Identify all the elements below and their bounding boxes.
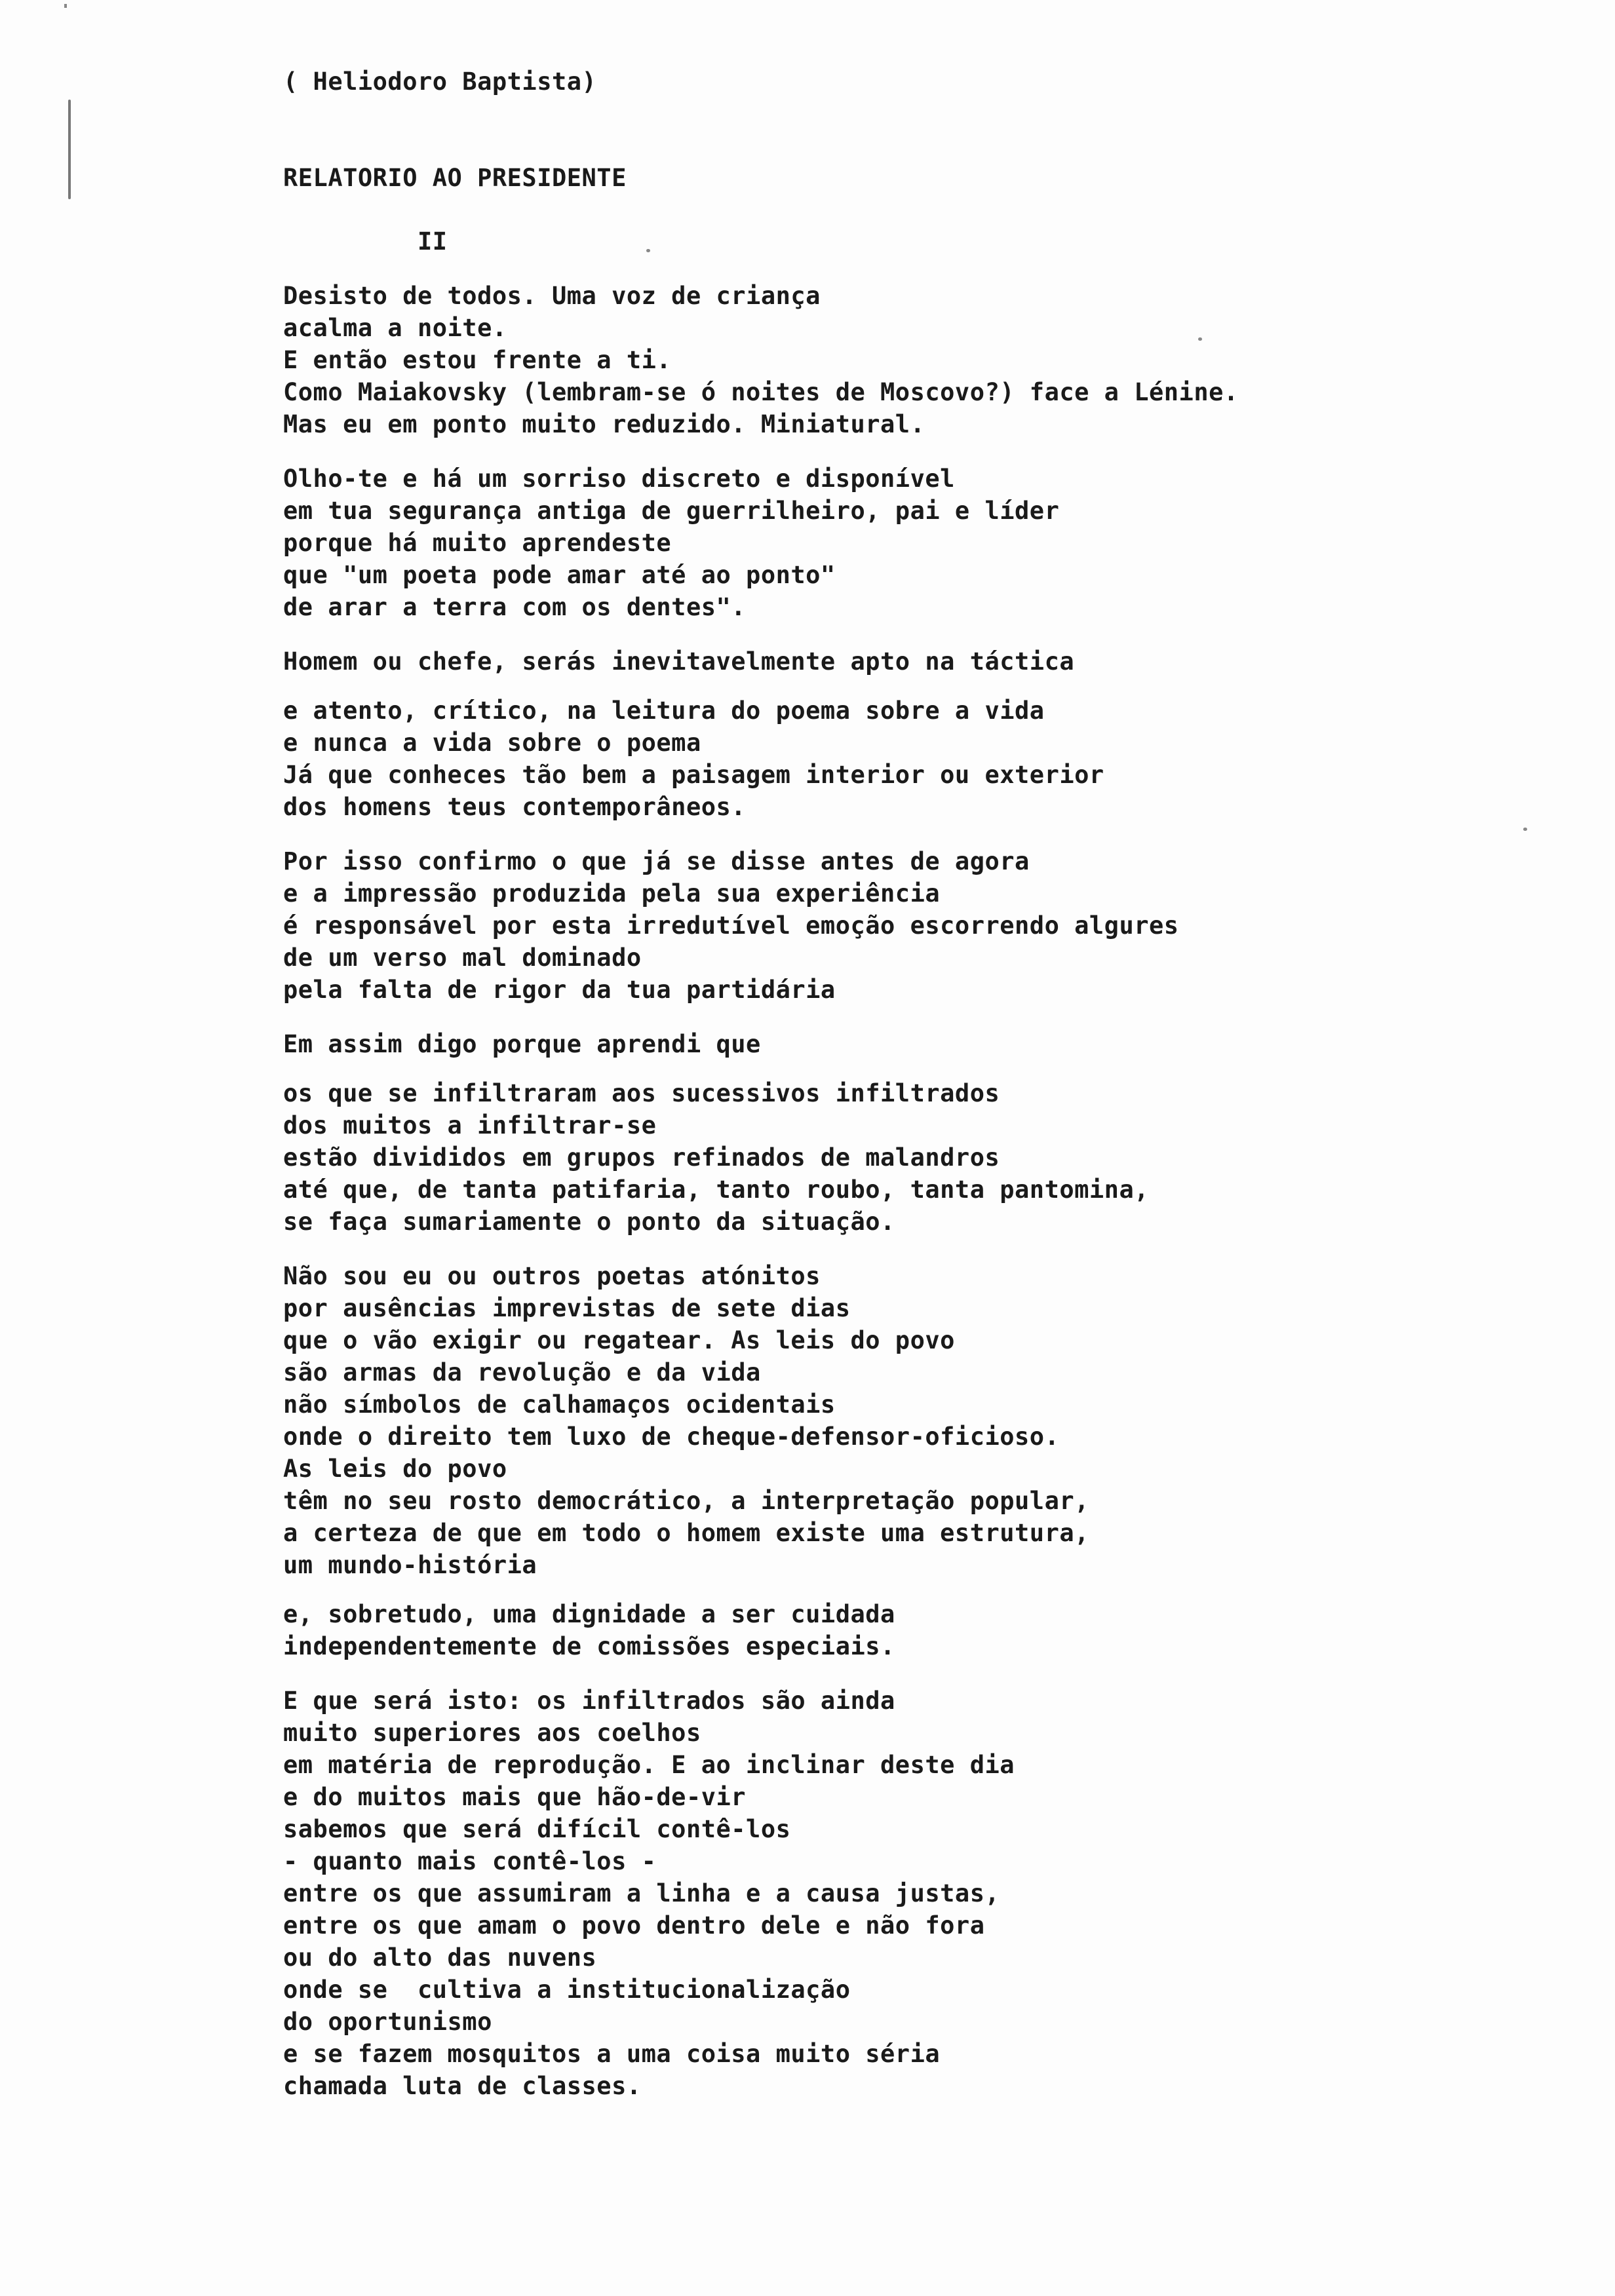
stanza (283, 1077, 1581, 1238)
poem-line: acalma a noite. (283, 314, 507, 342)
section-number: II (418, 227, 448, 256)
poem-line: e a impressão produzida pela sua experiência (283, 879, 941, 908)
poem-line: que o vão exigir ou regatear. As leis do povo (283, 1326, 955, 1354)
poem-line: entre os que amam o povo dentro dele e não fora (283, 1911, 985, 1940)
poem-line: por ausências imprevistas de sete dias (283, 1294, 851, 1322)
scan-mark (64, 4, 67, 8)
poem-line: ou do alto das nuvens (283, 1943, 597, 1972)
poem-line: independentemente de comissões especiais. (283, 1632, 895, 1660)
poem-line: e atento, crítico, na leitura do poema sobre a vida (283, 697, 1045, 725)
typed-text (283, 66, 1581, 2102)
poem-body (283, 280, 1581, 2102)
poem-line: e se fazem mosquitos a uma coisa muito séria (283, 2040, 941, 2068)
poem-line: e, sobretudo, uma dignidade a ser cuidada (283, 1600, 895, 1628)
poem-line: são armas da revolução e da vida (283, 1358, 761, 1387)
poem-line: não símbolos de calhamaços ocidentais (283, 1390, 836, 1419)
poem-line: Não sou eu ou outros poetas atónitos (283, 1262, 821, 1290)
poem-line: estão divididos em grupos refinados de malandros (283, 1143, 1000, 1172)
poem-line: os que se infiltraram aos sucessivos infiltrados (283, 1079, 1000, 1107)
stanza (283, 1260, 1581, 1581)
poem-line: sabemos que será difícil contê-los (283, 1815, 791, 1843)
poem-line: Em assim digo porque aprendi que (283, 1030, 761, 1058)
poem-line: um mundo-história (283, 1551, 537, 1579)
poem-line: é responsável por esta irredutível emoção escorrendo algures (283, 911, 1179, 940)
stanza (283, 845, 1581, 1006)
poem-line: chamada luta de classes. (283, 2072, 642, 2100)
poem-line: dos homens teus contemporâneos. (283, 793, 747, 821)
poem-line: muito superiores aos coelhos (283, 1719, 701, 1747)
poem-line: em tua segurança antiga de guerrilheiro, pai e líder (283, 497, 1060, 525)
stanza (283, 1028, 1581, 1060)
stanza (283, 1598, 1581, 1662)
poem-line: de arar a terra com os dentes". (283, 593, 747, 621)
poem-line: pela falta de rigor da tua partidária (283, 976, 836, 1004)
poem-line: a certeza de que em todo o homem existe uma estrutura, (283, 1519, 1089, 1547)
poem-line: se faça sumariamente o ponto da situação. (283, 1208, 895, 1236)
poem-line: entre os que assumiram a linha e a causa justas, (283, 1879, 1000, 1907)
poem-line: onde se cultiva a institucionalização (283, 1976, 851, 2004)
poem-line: em matéria de reprodução. E ao inclinar deste dia (283, 1751, 1015, 1779)
poem-line: e nunca a vida sobre o poema (283, 729, 701, 757)
poem-line: Homem ou chefe, serás inevitavelmente apto na táctica (283, 647, 1075, 676)
poem-line: As leis do povo (283, 1455, 507, 1483)
margin-pencil-mark (68, 100, 71, 199)
poem-line: Mas eu em ponto muito reduzido. Miniatural. (283, 410, 925, 438)
document-title: RELATORIO AO PRESIDENTE (283, 164, 627, 192)
author-line: ( Heliodoro Baptista) (283, 67, 597, 96)
poem-line: dos muitos a infiltrar-se (283, 1111, 657, 1139)
poem-line: Por isso confirmo o que já se disse antes de agora (283, 847, 1030, 875)
poem-line: Desisto de todos. Uma voz de criança (283, 282, 821, 310)
stanza (283, 695, 1581, 823)
poem-line: onde o direito tem luxo de cheque-defensor-oficioso. (283, 1423, 1060, 1451)
stanza (283, 645, 1581, 678)
poem-line: do oportunismo (283, 2008, 492, 2036)
poem-line: E que será isto: os infiltrados são ainda (283, 1687, 895, 1715)
poem-line: Como Maiakovsky (lembram-se ó noites de Moscovo?) face a Lénine. (283, 378, 1239, 406)
stanza (283, 463, 1581, 623)
poem-line: E então estou frente a ti. (283, 346, 672, 374)
poem-line: porque há muito aprendeste (283, 529, 672, 557)
poem-line: de um verso mal dominado (283, 944, 642, 972)
poem-line: até que, de tanta patifaria, tanto roubo, tanta pantomina, (283, 1176, 1150, 1204)
poem-line: e do muitos mais que hão-de-vir (283, 1783, 747, 1811)
poem-line: Olho-te e há um sorriso discreto e disponível (283, 465, 955, 493)
stanza (283, 280, 1581, 440)
poem-line: - quanto mais contê-los - (283, 1847, 657, 1875)
poem-line: que "um poeta pode amar até ao ponto" (283, 561, 836, 589)
poem-line: Já que conheces tão bem a paisagem interior ou exterior (283, 761, 1104, 789)
poem-line: têm no seu rosto democrático, a interpretação popular, (283, 1487, 1089, 1515)
stanza (283, 1685, 1581, 2102)
